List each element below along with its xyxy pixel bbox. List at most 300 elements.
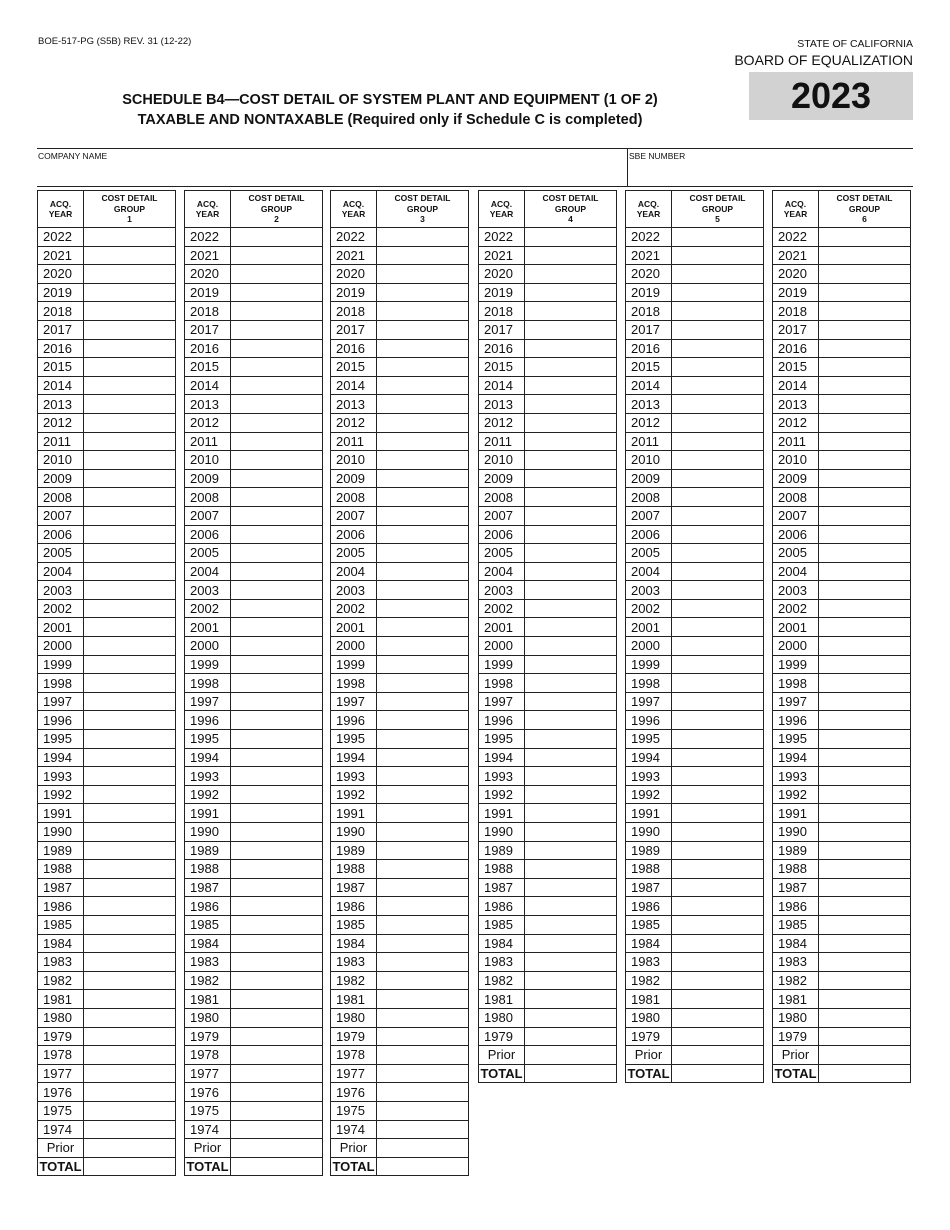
cost-input-cell[interactable] — [231, 1120, 323, 1139]
cost-input-cell[interactable] — [525, 339, 617, 358]
cost-input-cell[interactable] — [819, 1027, 911, 1046]
cost-input-cell[interactable] — [231, 1101, 323, 1120]
cost-input-cell[interactable] — [819, 767, 911, 786]
cost-input-cell[interactable] — [672, 283, 764, 302]
cost-input-cell[interactable] — [231, 339, 323, 358]
cost-input-cell[interactable] — [377, 990, 469, 1009]
cost-input-cell[interactable] — [525, 711, 617, 730]
cost-input-cell[interactable] — [672, 506, 764, 525]
cost-input-cell[interactable] — [525, 655, 617, 674]
cost-input-cell[interactable] — [84, 358, 176, 377]
cost-input-cell[interactable] — [377, 953, 469, 972]
cost-input-cell[interactable] — [525, 692, 617, 711]
cost-input-cell[interactable] — [525, 990, 617, 1009]
cost-input-cell[interactable] — [377, 1120, 469, 1139]
cost-input-cell[interactable] — [377, 395, 469, 414]
year-row — [38, 637, 176, 656]
cost-input-cell[interactable] — [84, 320, 176, 339]
cost-input-cell[interactable] — [377, 878, 469, 897]
cost-input-cell[interactable] — [819, 674, 911, 693]
prior-input-cell[interactable] — [84, 1139, 176, 1158]
cost-input-cell[interactable] — [84, 544, 176, 563]
cost-input-cell[interactable] — [231, 655, 323, 674]
cost-input-cell[interactable] — [377, 897, 469, 916]
cost-input-cell[interactable] — [819, 246, 911, 265]
cost-input-cell[interactable] — [672, 228, 764, 247]
cost-input-cell[interactable] — [672, 1027, 764, 1046]
cost-input-cell[interactable] — [231, 320, 323, 339]
cost-input-cell[interactable] — [672, 860, 764, 879]
cost-input-cell[interactable] — [525, 674, 617, 693]
cost-input-cell[interactable] — [525, 599, 617, 618]
cost-input-cell[interactable] — [84, 339, 176, 358]
cost-input-cell[interactable] — [525, 581, 617, 600]
cost-input-cell[interactable] — [819, 283, 911, 302]
cost-input-cell[interactable] — [377, 971, 469, 990]
cost-input-cell[interactable] — [525, 618, 617, 637]
cost-input-cell[interactable] — [819, 302, 911, 321]
cost-input-cell[interactable] — [231, 841, 323, 860]
cost-input-cell[interactable] — [231, 395, 323, 414]
total-input-cell[interactable] — [377, 1157, 469, 1176]
cost-input-cell[interactable] — [84, 748, 176, 767]
cost-input-cell[interactable] — [672, 785, 764, 804]
cost-input-cell[interactable] — [231, 1027, 323, 1046]
cost-input-cell[interactable] — [525, 934, 617, 953]
cost-input-cell[interactable] — [819, 562, 911, 581]
cost-input-cell[interactable] — [377, 581, 469, 600]
cost-input-cell[interactable] — [377, 562, 469, 581]
cost-input-cell[interactable] — [819, 525, 911, 544]
cost-input-cell[interactable] — [525, 469, 617, 488]
cost-input-cell[interactable] — [819, 488, 911, 507]
cost-input-cell[interactable] — [672, 525, 764, 544]
group-number: 1 — [127, 214, 132, 225]
cost-input-cell[interactable] — [819, 413, 911, 432]
cost-input-cell[interactable] — [84, 599, 176, 618]
cost-input-cell[interactable] — [377, 655, 469, 674]
cost-input-cell[interactable] — [377, 488, 469, 507]
prior-input-cell[interactable] — [672, 1046, 764, 1065]
cost-input-cell[interactable] — [231, 990, 323, 1009]
cost-input-cell[interactable] — [525, 506, 617, 525]
cost-input-cell[interactable] — [672, 953, 764, 972]
cost-input-cell[interactable] — [377, 692, 469, 711]
total-input-cell[interactable] — [525, 1064, 617, 1083]
cost-input-cell[interactable] — [84, 692, 176, 711]
cost-input-cell[interactable] — [377, 730, 469, 749]
cost-input-cell[interactable] — [672, 748, 764, 767]
cost-input-cell[interactable] — [525, 488, 617, 507]
cost-input-cell[interactable] — [231, 283, 323, 302]
cost-input-cell[interactable] — [525, 730, 617, 749]
cost-input-cell[interactable] — [84, 1027, 176, 1046]
cost-input-cell[interactable] — [377, 302, 469, 321]
cost-input-cell[interactable] — [84, 469, 176, 488]
cost-input-cell[interactable] — [672, 432, 764, 451]
cost-input-cell[interactable] — [377, 1027, 469, 1046]
cost-input-cell[interactable] — [84, 990, 176, 1009]
cost-input-cell[interactable] — [819, 990, 911, 1009]
cost-input-cell[interactable] — [231, 451, 323, 470]
cost-input-cell[interactable] — [231, 860, 323, 879]
cost-input-cell[interactable] — [231, 581, 323, 600]
cost-input-cell[interactable] — [525, 376, 617, 395]
cost-input-cell[interactable] — [525, 1027, 617, 1046]
cost-input-cell[interactable] — [84, 841, 176, 860]
company-name-field[interactable] — [37, 149, 627, 186]
cost-input-cell[interactable] — [672, 730, 764, 749]
cost-input-cell[interactable] — [672, 618, 764, 637]
cost-input-cell[interactable] — [84, 302, 176, 321]
cost-input-cell[interactable] — [819, 1008, 911, 1027]
cost-input-cell[interactable] — [231, 674, 323, 693]
prior-input-cell[interactable] — [819, 1046, 911, 1065]
cost-input-cell[interactable] — [672, 674, 764, 693]
cost-input-cell[interactable] — [819, 897, 911, 916]
cost-input-cell[interactable] — [231, 1046, 323, 1065]
cost-input-cell[interactable] — [84, 915, 176, 934]
cost-input-cell[interactable] — [525, 767, 617, 786]
cost-input-cell[interactable] — [377, 1046, 469, 1065]
cost-input-cell[interactable] — [672, 246, 764, 265]
cost-input-cell[interactable] — [84, 878, 176, 897]
cost-input-cell[interactable] — [525, 915, 617, 934]
cost-input-cell[interactable] — [231, 748, 323, 767]
cost-input-cell[interactable] — [672, 562, 764, 581]
cost-input-cell[interactable] — [525, 525, 617, 544]
cost-input-cell[interactable] — [377, 320, 469, 339]
cost-input-cell[interactable] — [672, 637, 764, 656]
cost-input-cell[interactable] — [819, 320, 911, 339]
cost-input-cell[interactable] — [672, 711, 764, 730]
cost-input-cell[interactable] — [525, 283, 617, 302]
cost-input-cell[interactable] — [525, 823, 617, 842]
cost-input-cell[interactable] — [672, 841, 764, 860]
cost-input-cell[interactable] — [819, 804, 911, 823]
cost-input-cell[interactable] — [84, 1083, 176, 1102]
cost-input-cell[interactable] — [377, 506, 469, 525]
cost-input-cell[interactable] — [377, 599, 469, 618]
cost-input-cell[interactable] — [672, 878, 764, 897]
cost-input-cell[interactable] — [377, 358, 469, 377]
cost-input-cell[interactable] — [377, 228, 469, 247]
cost-input-cell[interactable] — [231, 637, 323, 656]
cost-input-cell[interactable] — [84, 1008, 176, 1027]
cost-input-cell[interactable] — [819, 339, 911, 358]
cost-input-cell[interactable] — [231, 934, 323, 953]
year-row — [38, 358, 176, 377]
cost-input-cell[interactable] — [525, 748, 617, 767]
cost-input-cell[interactable] — [231, 469, 323, 488]
cost-input-cell[interactable] — [672, 395, 764, 414]
cost-input-cell[interactable] — [377, 432, 469, 451]
cost-input-cell[interactable] — [819, 506, 911, 525]
cost-input-cell[interactable] — [672, 971, 764, 990]
cost-input-cell[interactable] — [377, 413, 469, 432]
cost-input-cell[interactable] — [84, 451, 176, 470]
cost-input-cell[interactable] — [377, 544, 469, 563]
cost-input-cell[interactable] — [672, 469, 764, 488]
cost-input-cell[interactable] — [84, 1064, 176, 1083]
cost-input-cell[interactable] — [377, 860, 469, 879]
cost-input-cell[interactable] — [525, 358, 617, 377]
cost-input-cell[interactable] — [525, 265, 617, 284]
cost-input-cell[interactable] — [84, 1046, 176, 1065]
cost-input-cell[interactable] — [672, 823, 764, 842]
cost-input-cell[interactable] — [231, 228, 323, 247]
cost-input-cell[interactable] — [672, 692, 764, 711]
cost-input-cell[interactable] — [819, 915, 911, 934]
cost-input-cell[interactable] — [84, 860, 176, 879]
cost-input-cell[interactable] — [84, 395, 176, 414]
cost-input-cell[interactable] — [231, 488, 323, 507]
cost-input-cell[interactable] — [819, 748, 911, 767]
cost-input-cell[interactable] — [525, 637, 617, 656]
cost-input-cell[interactable] — [525, 785, 617, 804]
cost-input-cell[interactable] — [672, 599, 764, 618]
total-input-cell[interactable] — [819, 1064, 911, 1083]
total-input-cell[interactable] — [231, 1157, 323, 1176]
cost-input-cell[interactable] — [672, 358, 764, 377]
year-row — [185, 637, 323, 656]
cost-input-cell[interactable] — [819, 451, 911, 470]
cost-input-cell[interactable] — [377, 841, 469, 860]
cost-input-cell[interactable] — [377, 1083, 469, 1102]
cost-input-cell[interactable] — [84, 1120, 176, 1139]
cost-input-cell[interactable] — [84, 655, 176, 674]
cost-input-cell[interactable] — [672, 990, 764, 1009]
cost-input-cell[interactable] — [231, 376, 323, 395]
cost-input-cell[interactable] — [819, 841, 911, 860]
cost-input-cell[interactable] — [525, 841, 617, 860]
cost-input-cell[interactable] — [819, 878, 911, 897]
cost-input-cell[interactable] — [84, 674, 176, 693]
cost-input-cell[interactable] — [231, 971, 323, 990]
cost-input-cell[interactable] — [231, 618, 323, 637]
cost-input-cell[interactable] — [84, 711, 176, 730]
cost-input-cell[interactable] — [84, 897, 176, 916]
cost-input-cell[interactable] — [525, 971, 617, 990]
cost-input-cell[interactable] — [672, 376, 764, 395]
cost-input-cell[interactable] — [377, 246, 469, 265]
cost-input-cell[interactable] — [231, 692, 323, 711]
cost-input-cell[interactable] — [819, 785, 911, 804]
cost-input-cell[interactable] — [672, 320, 764, 339]
cost-input-cell[interactable] — [672, 897, 764, 916]
cost-input-cell[interactable] — [377, 748, 469, 767]
cost-input-cell[interactable] — [672, 1008, 764, 1027]
cost-input-cell[interactable] — [377, 915, 469, 934]
cost-input-cell[interactable] — [525, 953, 617, 972]
cost-input-cell[interactable] — [84, 1101, 176, 1120]
cost-input-cell[interactable] — [377, 674, 469, 693]
cost-input-cell[interactable] — [819, 544, 911, 563]
prior-input-cell[interactable] — [525, 1046, 617, 1065]
cost-input-cell[interactable] — [377, 618, 469, 637]
cost-input-cell[interactable] — [84, 637, 176, 656]
cost-input-cell[interactable] — [672, 265, 764, 284]
cost-input-cell[interactable] — [819, 358, 911, 377]
cost-input-cell[interactable] — [819, 395, 911, 414]
cost-input-cell[interactable] — [525, 897, 617, 916]
cost-input-cell[interactable] — [231, 599, 323, 618]
cost-input-cell[interactable] — [231, 1008, 323, 1027]
cost-input-cell[interactable] — [231, 506, 323, 525]
acq-year-cell: 2004 — [185, 562, 231, 581]
cost-input-cell[interactable] — [525, 804, 617, 823]
cost-input-cell[interactable] — [84, 506, 176, 525]
cost-input-cell[interactable] — [672, 804, 764, 823]
cost-input-cell[interactable] — [819, 823, 911, 842]
cost-input-cell[interactable] — [231, 915, 323, 934]
cost-input-cell[interactable] — [672, 413, 764, 432]
cost-input-cell[interactable] — [525, 320, 617, 339]
cost-input-cell[interactable] — [84, 618, 176, 637]
cost-input-cell[interactable] — [377, 376, 469, 395]
cost-input-cell[interactable] — [377, 525, 469, 544]
cost-input-cell[interactable] — [672, 915, 764, 934]
cost-input-cell[interactable] — [819, 581, 911, 600]
cost-input-cell[interactable] — [525, 860, 617, 879]
cost-input-cell[interactable] — [377, 823, 469, 842]
cost-input-cell[interactable] — [672, 934, 764, 953]
cost-input-cell[interactable] — [525, 413, 617, 432]
cost-input-cell[interactable] — [377, 1008, 469, 1027]
cost-input-cell[interactable] — [84, 488, 176, 507]
cost-input-cell[interactable] — [525, 432, 617, 451]
cost-input-cell[interactable] — [672, 544, 764, 563]
cost-input-cell[interactable] — [672, 451, 764, 470]
cost-input-cell[interactable] — [231, 730, 323, 749]
cost-input-cell[interactable] — [84, 283, 176, 302]
cost-input-cell[interactable] — [84, 785, 176, 804]
cost-input-cell[interactable] — [377, 1064, 469, 1083]
cost-input-cell[interactable] — [525, 562, 617, 581]
total-input-cell[interactable] — [84, 1157, 176, 1176]
cost-input-cell[interactable] — [672, 488, 764, 507]
cost-input-cell[interactable] — [525, 302, 617, 321]
cost-input-cell[interactable] — [819, 934, 911, 953]
cost-input-cell[interactable] — [231, 823, 323, 842]
cost-input-cell[interactable] — [84, 376, 176, 395]
cost-input-cell[interactable] — [84, 971, 176, 990]
cost-input-cell[interactable] — [231, 878, 323, 897]
cost-input-cell[interactable] — [377, 451, 469, 470]
cost-input-cell[interactable] — [231, 767, 323, 786]
cost-input-cell[interactable] — [819, 730, 911, 749]
cost-input-cell[interactable] — [525, 395, 617, 414]
cost-input-cell[interactable] — [819, 971, 911, 990]
cost-input-cell[interactable] — [231, 785, 323, 804]
cost-input-cell[interactable] — [84, 246, 176, 265]
cost-input-cell[interactable] — [819, 637, 911, 656]
acq-year-cell: 1984 — [38, 934, 84, 953]
cost-input-cell[interactable] — [84, 525, 176, 544]
cost-input-cell[interactable] — [672, 339, 764, 358]
cost-input-cell[interactable] — [231, 711, 323, 730]
cost-input-cell[interactable] — [231, 897, 323, 916]
cost-input-cell[interactable] — [231, 1064, 323, 1083]
acq-year-cell: 1984 — [331, 934, 377, 953]
cost-input-cell[interactable] — [84, 934, 176, 953]
cost-input-cell[interactable] — [525, 451, 617, 470]
prior-input-cell[interactable] — [377, 1139, 469, 1158]
cost-input-cell[interactable] — [231, 525, 323, 544]
prior-input-cell[interactable] — [231, 1139, 323, 1158]
cost-input-cell[interactable] — [377, 265, 469, 284]
cost-input-cell[interactable] — [231, 562, 323, 581]
cost-input-cell[interactable] — [84, 432, 176, 451]
cost-input-cell[interactable] — [231, 358, 323, 377]
cost-input-cell[interactable] — [377, 637, 469, 656]
cost-input-cell[interactable] — [377, 767, 469, 786]
cost-input-cell[interactable] — [377, 804, 469, 823]
cost-input-cell[interactable] — [84, 730, 176, 749]
cost-input-cell[interactable] — [231, 1083, 323, 1102]
cost-input-cell[interactable] — [819, 265, 911, 284]
sbe-number-field[interactable] — [627, 149, 913, 186]
total-input-cell[interactable] — [672, 1064, 764, 1083]
cost-input-cell[interactable] — [84, 581, 176, 600]
cost-input-cell[interactable] — [819, 655, 911, 674]
cost-input-cell[interactable] — [525, 228, 617, 247]
cost-input-cell[interactable] — [819, 376, 911, 395]
cost-input-cell[interactable] — [84, 562, 176, 581]
cost-input-cell[interactable] — [231, 953, 323, 972]
cost-input-cell[interactable] — [231, 432, 323, 451]
cost-input-cell[interactable] — [377, 711, 469, 730]
cost-input-cell[interactable] — [84, 265, 176, 284]
cost-input-cell[interactable] — [377, 1101, 469, 1120]
cost-input-cell[interactable] — [84, 823, 176, 842]
cost-input-cell[interactable] — [231, 246, 323, 265]
cost-input-cell[interactable] — [819, 469, 911, 488]
cost-input-cell[interactable] — [84, 767, 176, 786]
cost-input-cell[interactable] — [377, 934, 469, 953]
cost-input-cell[interactable] — [525, 544, 617, 563]
cost-input-cell[interactable] — [377, 339, 469, 358]
cost-input-cell[interactable] — [377, 469, 469, 488]
cost-input-cell[interactable] — [819, 953, 911, 972]
cost-input-cell[interactable] — [819, 618, 911, 637]
cost-input-cell[interactable] — [672, 655, 764, 674]
cost-input-cell[interactable] — [672, 767, 764, 786]
cost-input-cell[interactable] — [84, 804, 176, 823]
cost-input-cell[interactable] — [231, 804, 323, 823]
cost-input-cell[interactable] — [819, 711, 911, 730]
cost-input-cell[interactable] — [231, 544, 323, 563]
cost-input-cell[interactable] — [84, 228, 176, 247]
cost-input-cell[interactable] — [525, 1008, 617, 1027]
cost-input-cell[interactable] — [819, 432, 911, 451]
cost-input-cell[interactable] — [231, 302, 323, 321]
cost-input-cell[interactable] — [819, 692, 911, 711]
cost-input-cell[interactable] — [819, 860, 911, 879]
cost-input-cell[interactable] — [231, 265, 323, 284]
cost-input-cell[interactable] — [819, 228, 911, 247]
cost-input-cell[interactable] — [525, 246, 617, 265]
cost-input-cell[interactable] — [672, 302, 764, 321]
cost-input-cell[interactable] — [377, 785, 469, 804]
cost-input-cell[interactable] — [819, 599, 911, 618]
cost-input-cell[interactable] — [231, 413, 323, 432]
cost-input-cell[interactable] — [84, 413, 176, 432]
cost-input-cell[interactable] — [377, 283, 469, 302]
cost-input-cell[interactable] — [525, 878, 617, 897]
cost-input-cell[interactable] — [672, 581, 764, 600]
cost-input-cell[interactable] — [84, 953, 176, 972]
